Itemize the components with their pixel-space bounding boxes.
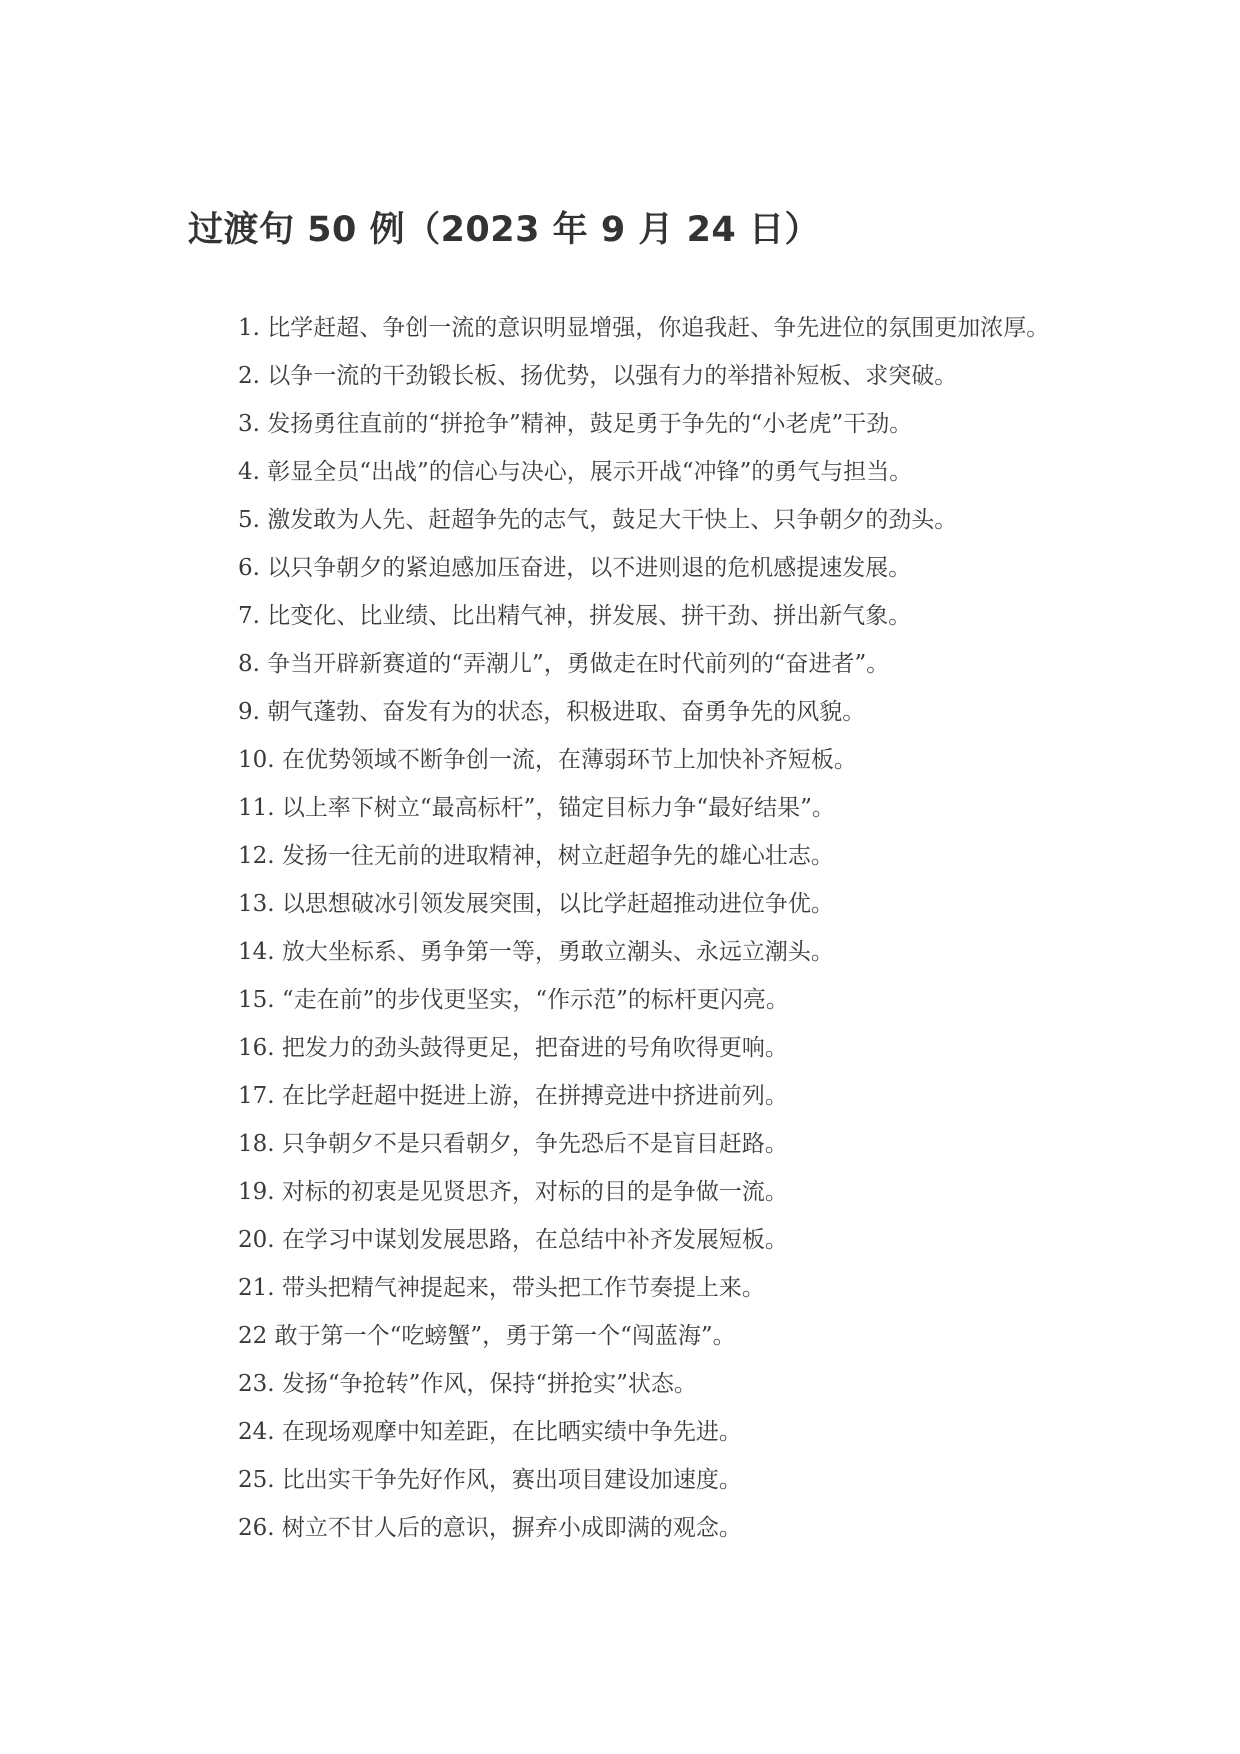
sentence-list: [188, 310, 1058, 1546]
list-item: 16. 把发力的劲头鼓得更足，把奋进的号角吹得更响。: [238, 1035, 788, 1061]
list-item: 4. 彰显全员“出战”的信心与决心，展示开战“冲锋”的勇气与担当。: [238, 459, 913, 485]
list-item: 11. 以上率下树立“最高标杆”，锚定目标力争“最好结果”。: [238, 795, 835, 821]
list-item: 19. 对标的初衷是见贤思齐，对标的目的是争做一流。: [238, 1179, 788, 1205]
list-item: 12. 发扬一往无前的进取精神，树立赶超争先的雄心壮志。: [238, 843, 834, 869]
list-item: 1. 比学赶超、争创一流的意识明显增强，你追我赶、争先进位的氛围更加浓厚。: [238, 315, 1050, 341]
list-item: 5. 激发敢为人先、赶超争先的志气，鼓足大干快上、只争朝夕的劲头。: [238, 507, 958, 533]
list-item: 20. 在学习中谋划发展思路，在总结中补齐发展短板。: [238, 1227, 788, 1253]
list-item: 23. 发扬“争抢转”作风，保持“拼抢实”状态。: [238, 1371, 697, 1397]
list-item: 13. 以思想破冰引领发展突围，以比学赶超推动进位争优。: [238, 891, 834, 917]
list-item: 26. 树立不甘人后的意识，摒弃小成即满的观念。: [238, 1515, 742, 1541]
list-item: 24. 在现场观摩中知差距，在比晒实绩中争先进。: [238, 1419, 742, 1445]
list-item: 2. 以争一流的干劲锻长板、扬优势，以强有力的举措补短板、求突破。: [238, 363, 958, 389]
list-item: 22 敢于第一个“吃螃蟹”，勇于第一个“闯蓝海”。: [238, 1323, 736, 1349]
list-item: 10. 在优势领域不断争创一流，在薄弱环节上加快补齐短板。: [238, 747, 857, 773]
list-item: 21. 带头把精气神提起来，带头把工作节奏提上来。: [238, 1275, 765, 1301]
list-item: 15. “走在前”的步伐更坚实，“作示范”的标杆更闪亮。: [238, 987, 789, 1013]
list-item: 18. 只争朝夕不是只看朝夕，争先恐后不是盲目赶路。: [238, 1131, 788, 1157]
list-item: 17. 在比学赶超中挺进上游，在拼搏竞进中挤进前列。: [238, 1083, 788, 1109]
list-item: 6. 以只争朝夕的紧迫感加压奋进，以不进则退的危机感提速发展。: [238, 555, 912, 581]
list-item: 7. 比变化、比业绩、比出精气神，拼发展、拼干劲、拼出新气象。: [238, 603, 912, 629]
list-item: 9. 朝气蓬勃、奋发有为的状态，积极进取、奋勇争先的风貌。: [238, 699, 866, 725]
list-item: 8. 争当开辟新赛道的“弄潮儿”，勇做走在时代前列的“奋进者”。: [238, 651, 890, 677]
list-item: 14. 放大坐标系、勇争第一等，勇敢立潮头、永远立潮头。: [238, 939, 834, 965]
list-item: 3. 发扬勇往直前的“拼抢争”精神，鼓足勇于争先的“小老虎”干劲。: [238, 411, 913, 437]
list-item: 25. 比出实干争先好作风，赛出项目建设加速度。: [238, 1467, 742, 1493]
document-title: 过渡句 50 例（2023 年 9 月 24 日）: [188, 210, 820, 250]
document-body: [188, 200, 1058, 1558]
